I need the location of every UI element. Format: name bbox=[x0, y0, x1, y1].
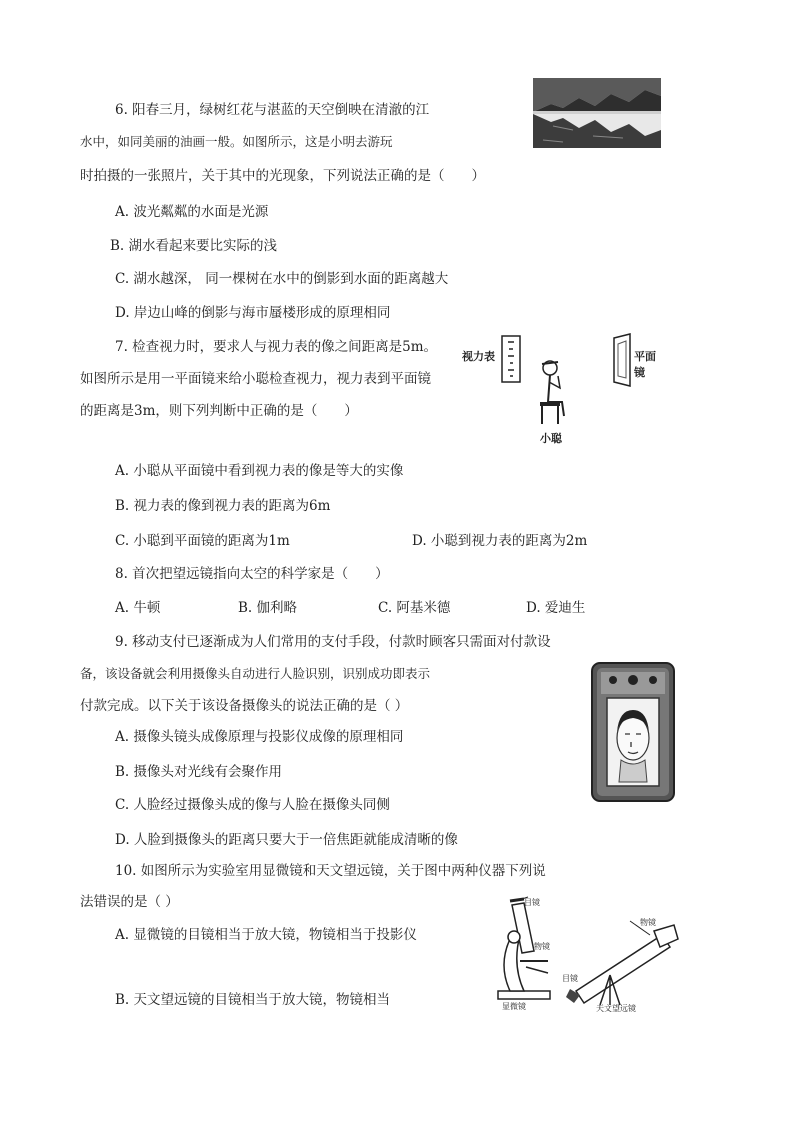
q6-stem-line3: 时拍摄的一张照片，关于其中的光现象，下列说法正确的是（ ） bbox=[80, 168, 485, 184]
q9-option-c: C. 人脸经过摄像头成的像与人脸在摄像头同侧 bbox=[115, 797, 390, 813]
lake-photo bbox=[533, 78, 661, 148]
q7-stem-line3: 的距离是3m，则下列判断中正确的是（ ） bbox=[80, 403, 358, 419]
q6-option-b: B. 湖水看起来要比实际的浅 bbox=[110, 238, 278, 254]
q8-option-b: B. 伽利略 bbox=[238, 600, 298, 616]
q8-option-a: A. 牛顿 bbox=[115, 600, 161, 616]
microscope-telescope-figure bbox=[490, 895, 680, 1015]
label-micro-eyepiece: 目镜 bbox=[524, 898, 540, 907]
q6-stem-line1: 6. 阳春三月，绿树红花与湛蓝的天空倒映在清澈的江 bbox=[115, 102, 430, 118]
q10-option-a: A. 显微镜的目镜相当于放大镜，物镜相当于投影仪 bbox=[115, 927, 417, 943]
q7-stem-line2: 如图所示是用一平面镜来给小聪检查视力，视力表到平面镜 bbox=[80, 371, 431, 387]
face-payment-device bbox=[591, 662, 675, 802]
label-person: 小聪 bbox=[540, 432, 562, 445]
q10-option-b: B. 天文望远镜的目镜相当于放大镜，物镜相当 bbox=[115, 992, 391, 1008]
q9-stem-line3: 付款完成。以下关于该设备摄像头的说法正确的是（ ） bbox=[80, 698, 409, 714]
q6-option-a: A. 波光粼粼的水面是光源 bbox=[115, 204, 269, 220]
q7-option-c: C. 小聪到平面镜的距离为1m bbox=[115, 533, 290, 549]
q9-option-b: B. 摄像头对光线有会聚作用 bbox=[115, 764, 283, 780]
q10-stem-line2: 法错误的是（ ） bbox=[80, 894, 179, 910]
q9-stem-line2: 备，该设备就会利用摄像头自动进行人脸识别，识别成功即表示 bbox=[80, 666, 431, 681]
q7-option-b: B. 视力表的像到视力表的距离为6m bbox=[115, 498, 331, 514]
label-mirror: 平面镜 bbox=[634, 350, 656, 379]
label-tele-objective: 物镜 bbox=[640, 918, 656, 927]
label-micro-objective: 物镜 bbox=[534, 942, 550, 951]
q7-option-d: D. 小聪到视力表的距离为2m bbox=[412, 533, 588, 549]
q6-stem-line2: 水中，如同美丽的油画一般。如图所示，这是小明去游玩 bbox=[80, 134, 393, 149]
q9-option-d: D. 人脸到摄像头的距离只要大于一倍焦距就能成清晰的像 bbox=[115, 832, 458, 848]
q8-option-c: C. 阿基米德 bbox=[378, 600, 451, 616]
vision-test-figure bbox=[462, 332, 662, 447]
q6-option-d: D. 岸边山峰的倒影与海市蜃楼形成的原理相同 bbox=[115, 305, 391, 321]
q7-stem-line1: 7. 检查视力时，要求人与视力表的像之间距离是5m。 bbox=[115, 339, 438, 355]
q6-option-c: C. 湖水越深， 同一棵树在水中的倒影到水面的距离越大 bbox=[115, 271, 449, 287]
label-eye-chart: 视力表 bbox=[462, 350, 495, 363]
q8-option-d: D. 爱迪生 bbox=[526, 600, 586, 616]
q10-stem-line1: 10. 如图所示为实验室用显微镜和天文望远镜，关于图中两种仪器下列说 bbox=[115, 863, 546, 879]
q9-stem-line1: 9. 移动支付已逐渐成为人们常用的支付手段，付款时顾客只需面对付款设 bbox=[115, 634, 551, 650]
q7-option-a: A. 小聪从平面镜中看到视力表的像是等大的实像 bbox=[115, 463, 404, 479]
label-tele-eyepiece: 目镜 bbox=[562, 974, 578, 983]
label-microscope: 显微镜 bbox=[502, 1002, 526, 1011]
label-telescope: 天文望远镜 bbox=[596, 1004, 636, 1013]
q9-option-a: A. 摄像头镜头成像原理与投影仪成像的原理相同 bbox=[115, 729, 404, 745]
q8-stem: 8. 首次把望远镜指向太空的科学家是（ ） bbox=[115, 566, 389, 582]
